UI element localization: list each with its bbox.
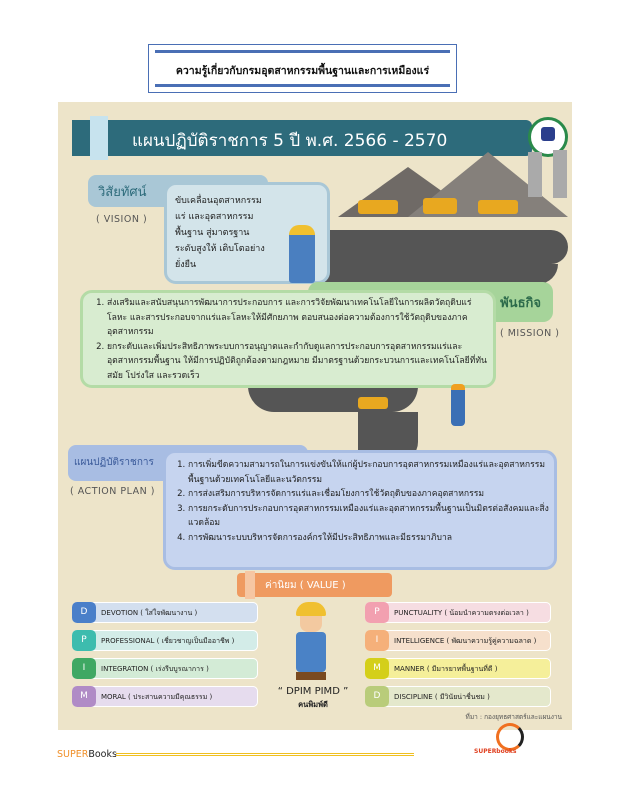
mission-sub: ( MISSION ) (500, 328, 560, 339)
superbooks-logo-text: SUPERbooks (474, 748, 517, 755)
footer-divider (116, 753, 414, 756)
value-text: MORAL ( ประสานความมีคุณธรรม ) (101, 693, 213, 701)
value-letter: D (365, 686, 389, 707)
action-sub: ( ACTION PLAN ) (70, 486, 155, 497)
value-letter: D (72, 602, 96, 623)
value-letter: M (365, 658, 389, 679)
infographic (58, 102, 572, 730)
banner-title: แผนปฏิบัติราชการ 5 ปี พ.ศ. 2566 - 2570 (132, 131, 448, 151)
truck-icon (358, 397, 388, 409)
value-motto-sub: คนพิมพ์ดี (298, 700, 328, 709)
value-letter: I (365, 630, 389, 651)
value-letter: I (72, 658, 96, 679)
value-item-discipline (365, 686, 551, 707)
mission-item: 2. ยกระดับและเพิ่มประสิทธิภาพระบบการอนุญาตและกำกับดูแลการประกอบการอุตสาหกรรมแร่และอุตสาหกรรมพื้นฐาน ให้มีการปฏิบัติถูกต้องตามกฎหมาย มีมาตรฐานด้วยกระบวนการและเทคโนโลยีที่ทันสมัย โปร่งใส และรวดเร็ว (107, 340, 487, 384)
value-text: MANNER ( มีมารยาทพื้นฐานที่ดี ) (394, 665, 498, 673)
value-letter: M (72, 686, 96, 707)
vision-text: ขับเคลื่อนอุตสาหกรรมแร่ และอุตสาหกรรมพื้นฐาน สู่มาตรฐานระดับสูงให้ เติบโตอย่างยั่งยืน (175, 196, 265, 270)
header-title: ความรู้เกี่ยวกับกรมอุตสาหกรรมพื้นฐานและการเหมืองแร่ (175, 65, 430, 77)
mascot-character-icon (294, 602, 328, 684)
value-text: DISCIPLINE ( มีวินัยน่าชื่นชม ) (394, 693, 490, 701)
value-text: PROFESSIONAL ( เชี่ยวชาญเป็นมืออาชีพ ) (101, 637, 235, 645)
action-item: 2. การส่งเสริมการบริหารจัดการแร่และเชื่อมโยงการใช้วัตถุดิบของภาคอุตสาหกรรม (188, 487, 550, 502)
value-motto: “ DPIM PIMD ” (277, 686, 349, 697)
footer-brand (57, 749, 117, 760)
plan-banner (72, 120, 532, 156)
value-header (237, 573, 392, 597)
worker-drill-icon (451, 384, 465, 426)
action-item: 3. การยกระดับการประกอบการอุตสาหกรรมเหมืองแร่และอุตสาหกรรมพื้นฐานเป็นมิตรต่อสังคมและสิ่งแวดล้อม (188, 502, 550, 531)
vision-box (164, 182, 330, 284)
mine-illustration (338, 152, 568, 222)
value-item-professional (72, 630, 258, 651)
superbooks-logo-icon (496, 723, 524, 751)
action-box (163, 450, 557, 570)
action-item: 1. การเพิ่มขีดความสามารถในการแข่งขันให้แก่ผู้ประกอบการอุตสาหกรรมเหมืองแร่และอุตสาหกรรมพื้นฐานด้วยเทคโนโลยีและนวัตกรรม (188, 458, 550, 487)
value-item-intelligence (365, 630, 551, 651)
mission-item: 1. ส่งเสริมและสนับสนุนการพัฒนาการประกอบการ และการวิจัยพัฒนาเทคโนโลยีในการผลิตวัตถุดิบแร่ โลหะ และสารประกอบจากแร่และโลหะให้มีศักยภาพ ตอบสนองต่อความต้องการใช้วัตถุดิบของภาคอุตสาหกรรม (107, 296, 487, 340)
vision-label: วิสัยทัศน์ (98, 185, 147, 200)
value-item-devotion (72, 602, 258, 623)
header-title-box (148, 44, 457, 93)
mission-box (80, 290, 496, 388)
value-text: INTEGRATION ( เร่งรีบบูรณาการ ) (101, 665, 209, 673)
value-text: DEVOTION ( ใส่ใจพัฒนางาน ) (101, 609, 198, 617)
road-illustration (328, 230, 568, 264)
value-item-moral (72, 686, 258, 707)
value-text: INTELLIGENCE ( พัฒนาความรู้คู่ความฉลาด ) (394, 637, 537, 645)
value-letter: P (365, 602, 389, 623)
footer-brand-books: Books (88, 749, 117, 760)
value-item-punctuality (365, 602, 551, 623)
action-label: แผนปฏิบัติราชการ (74, 457, 154, 468)
source-note: ที่มา : กองยุทธศาสตร์และแผนงาน (465, 713, 562, 721)
miner-character-icon (289, 225, 315, 283)
value-title: ค่านิยม ( VALUE ) (265, 580, 346, 591)
value-item-manner (365, 658, 551, 679)
footer-brand-super: SUPER (57, 749, 89, 760)
value-text: PUNCTUALITY ( น้อมนำความตรงต่อเวลา ) (394, 609, 529, 617)
vision-sub: ( VISION ) (96, 214, 148, 225)
mission-label: พันธกิจ (500, 296, 541, 311)
value-letter: P (72, 630, 96, 651)
action-item: 4. การพัฒนาระบบบริหารจัดการองค์กรให้มีประสิทธิภาพและมีธรรมาภิบาล (188, 531, 550, 546)
value-item-integration (72, 658, 258, 679)
